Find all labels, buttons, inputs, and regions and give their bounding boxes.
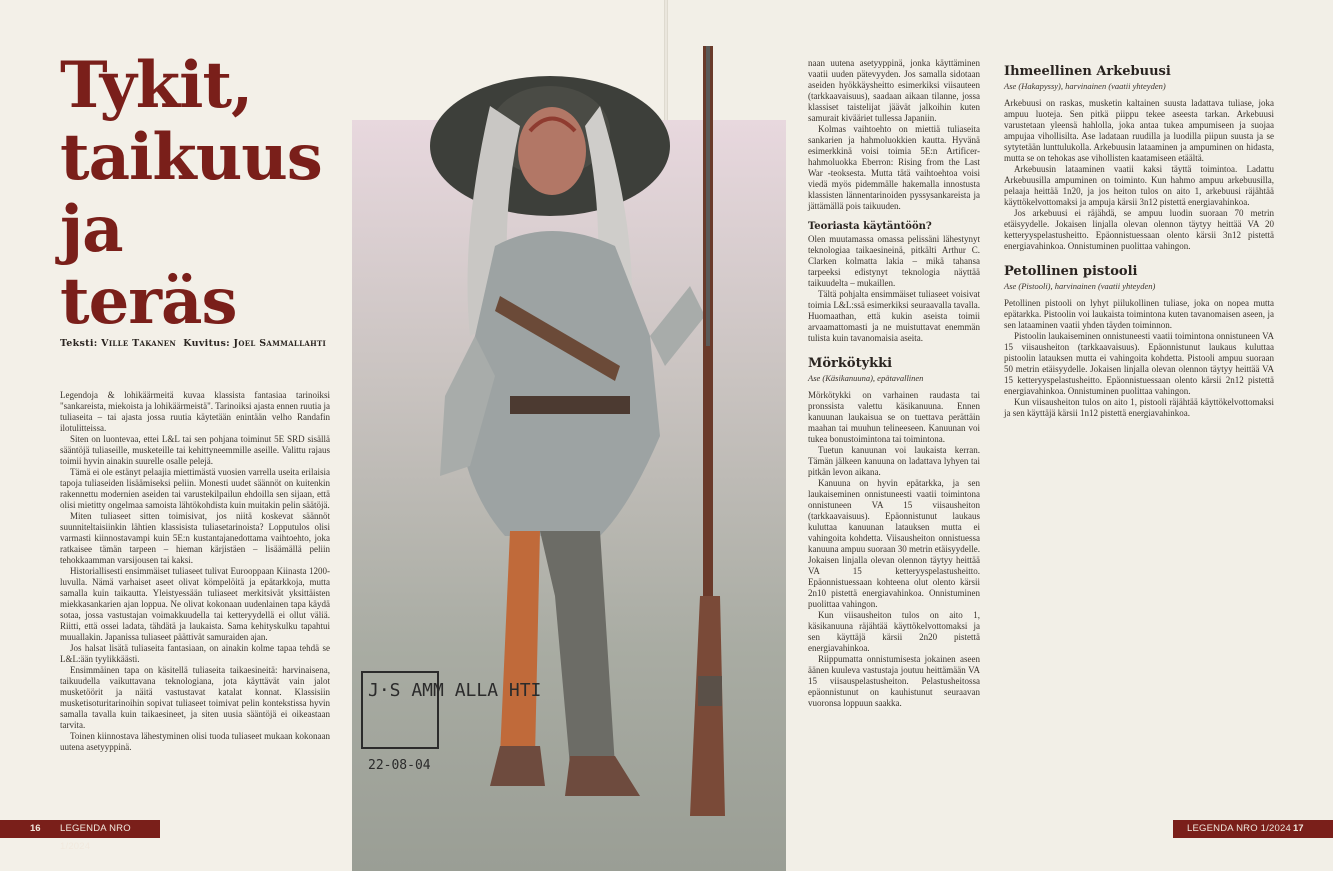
magazine-name-left: LEGENDA NRO 1/2024 xyxy=(60,823,131,852)
paragraph: Arkebuusi on raskas, musketin kaltainen suusta ladattava tuliase, joka ampuu luoteja. Sen pitkä piippu tekee aseesta tarkan. Arkebuusi varustetaan yleensä hahlolla, joka antaa tukea ampumiseen ja suojaa ampujaa vihollisilta. Ase ladataan ruudilla ja luodilla piipun suusta ja se sytytetään lunttulukolla. Arkebuusin lataaminen ja ampuminen on hidasta, mutta se on tehokas ase vihollisten kaatamiseen etäältä. xyxy=(1004,98,1274,163)
heading-arkebuusi: Ihmeellinen Arkebuusi xyxy=(1004,64,1171,79)
heading-morkotykki: Mörkötykki xyxy=(808,356,893,371)
paragraph: Kanuuna on hyvin epätarkka, ja sen laukaiseminen onnistuneesti vaatii toimintona onnistuneen VA 15 viisausheiton (tarkkaavaisuus). Epäonnistunut laukaus kuluttaa kanuunan latauksen mutta ei vahingoita kohdetta. Viisausheiton onnistuessa kanuuna ampuu suoraan 30 metrin etäisyydelle. Jokaisen linjalla olevan olennon täytyy heittää VA 15 ketteryyspelastusheitto. Epäonnistuessaan kohteena olut olento kärsii 2n10 pistettä energiavahinkoa. Onnistuminen puolittaa vahingon. xyxy=(808,478,980,609)
footer-right xyxy=(1173,820,1333,838)
paragraph: Petollinen pistooli on lyhyt piilukollinen tuliase, joka on nopea mutta epätarkka. Pistoolin voi laukaista toimintona kuten tavanomaisen aseen, ja sen lataaminen vaatii yhden täyden toiminnon. xyxy=(1004,298,1274,330)
paragraph: Olen muutamassa omassa pelissäni lähestynyt teknologiaa taikaesineinä, pitkälti Arthur C. Clarken kolmatta lakia – mikä tahansa tarpeeksi edistynyt teknologia näyttää taikuudelta – mukaillen. xyxy=(808,234,980,288)
subtitle-arkebuusi: Ase (Hakapyssy), harvinainen (vaatii yhteyden) xyxy=(1004,81,1166,91)
title-line-3: teräs xyxy=(60,264,237,339)
subtitle-morkotykki: Ase (Käsikanuuna), epätavallinen xyxy=(808,373,924,383)
left-body-column xyxy=(60,390,330,795)
illustration-date: 22-08-04 xyxy=(368,758,431,773)
artist-signature-stamp xyxy=(360,670,542,750)
paragraph: Kun viisausheiton tulos on aito 1, käsikanuuna räjähtää käyttökelvottomaksi ja sen käyttäjä kärsii 2n20 pistettä energiavahinkoa. xyxy=(808,610,980,653)
title-line-2: taikuus ja xyxy=(60,120,322,267)
paragraph: Miten tuliaseet sitten toimisivat, jos niitä koskevat säännöt suunniteltaisiinkin lähtien klassisista tuliasetarinoista? Lopputulos olisi varmasti kiinnostavampi kuin 5E:n kustantajanedottama vaihtoehto, joka ratkaisee tämän tarpeen – hieman kärjistäen – lisäämällä peliin tehokkaamman varsijousen tai kaksi. xyxy=(60,511,330,565)
paragraph: Tämä ei ole estänyt pelaajia miettimästä vuosien varrella useita erilaisia tapoja tuliaseiden lisäämiseksi peliin. Monesti uudet säännöt on kuitenkin rakennettu modernien aseiden tai varustekilpailun ehdoilla sen sijaan, että olisi mietitty ongelmaa samoista lähtökohdista kuin muitakin pelin säätöjä. xyxy=(60,467,330,510)
byline-text-label: Teksti: xyxy=(60,338,98,349)
page-number-right: 17 xyxy=(1293,823,1304,834)
byline-illustrator: Joel Sammallahti xyxy=(233,338,327,349)
paragraph: Legendoja & lohikäärmeitä kuvaa klassista fantasiaa tarinoiksi "sankareista, miekoista ja lohikäärmeistä". Tarinoiksi ajasta ennen ruutia ja tuliaseita – tai ajasta jossa ruutia käytetään enintään velho Randafin ilotulitteissa. xyxy=(60,390,330,433)
paragraph: Mörkötykki on varhainen raudasta tai pronssista valettu käsikanuuna. Ennen kanuunan laukaisua se on tuettava perättäin maahan tai muuhun telineeseen. Kanuunan voi tukea bonustoimintona tai toimintona. xyxy=(808,390,980,444)
heading-pistooli: Petollinen pistooli xyxy=(1004,264,1138,279)
paragraph: naan uutena asetyyppinä, jonka käyttäminen vaatii uuden pätevyyden. Jos samalla sidotaan aseiden hyökkäysheitto esimerkiksi viisauteen (tarkkaavaisuus), saadaan aikaan tilanne, jossa klassiset taistelijat jäävät jalkoihin kuten samurait kivääriet tullessa Japaniin. xyxy=(808,58,980,123)
paragraph: Jos halsat lisätä tuliaseita fantasiaan, on ainakin kolme tapaa tehdä se L&L:ään tyylikkäästi. xyxy=(60,643,330,664)
paragraph: Tältä pohjalta ensimmäiset tuliaseet voisivat toimia L&L:ssä esimerkiksi seuraavalla tavalla. Huomaathan, että kukin aseista toimii arvaamattomasti ja ne muistuttavat enemmän tulista kuin tavanomaisia aseita. xyxy=(808,289,980,343)
article-title xyxy=(60,50,360,338)
paragraph: Jos arkebuusi ei räjähdä, se ampuu luodin suoraan 70 metrin etäisyydelle. Jokaisen linjalla olevan olennon täytyy heittää VA 20 ketteryyspelastusheitto. Epäonnistuessaan olento kärsii 3n12 pistettä energiavahinkoa. Onnistuminen puolittaa vahingon. xyxy=(1004,208,1274,251)
paragraph: Tuetun kanuunan voi laukaista kerran. Tämän jälkeen kanuuna on ladattava lyhyen tai pitkän levon aikana. xyxy=(808,445,980,477)
signature-text: J·S AMM ALLA HTI xyxy=(368,680,542,701)
magazine-name-right: LEGENDA NRO 1/2024 xyxy=(1187,823,1291,834)
heading-theory: Teoriasta käytäntöön? xyxy=(808,221,932,232)
paragraph: Kun viisausheiton tulos on aito 1, pistooli räjähtää käyttökelvottomaksi ja sen käyttäjä kärsii 1n12 pistettä energiavahinkoa. xyxy=(1004,397,1274,418)
right-body-column xyxy=(1004,64,1274,484)
title-line-1: Tykit, xyxy=(60,48,253,123)
paragraph: Riippumatta onnistumisesta jokainen aseen äänen kuuleva vastustaja joutuu heittämään VA 15 viisauspelastusheiton. Pelastusheitossa epäonnistunut on kauhistunut seuraavan vuoronsa loppuun saakka. xyxy=(808,654,980,708)
paragraph: Pistoolin laukaiseminen onnistuneesti vaatii toimintona onnistuneen VA 15 viisausheiton (tarkkaavaisuus). Epäonnistunut laukaus kuluttaa pistoolin latauksen mutta ei vahingoita kohdetta. Pistooli ampuu suoraan 50 metrin etäisyydelle. Jokaisen linjalla olevan olennon täytyy heittää VA 15 ketteryyspelastusheitto. Epäonnistuessaan olento kärsii 2n12 pistettä energiavahinkoa. Onnistuminen puolittaa vahingon. xyxy=(1004,331,1274,396)
musketeer-illustration xyxy=(400,36,760,826)
page-number-left: 16 xyxy=(30,823,41,834)
paragraph: Kolmas vaihtoehto on miettiä tuliaseita sankarien ja hahmoluokkien kautta. Hyvänä esimerkkinä voisi toimia 5E:n Artificer-hahmoluokka Eberron: Rising from the Last War -teoksesta. Mutta tätä vaihtoehtoa voisi viedä myös pidemmälle hakemalla innostusta klassisten lännentarinoiden pyssysankareista ja jättämällä pois taikuuden. xyxy=(808,124,980,211)
paragraph: Ensimmäinen tapa on käsitellä tuliaseita taikaesineitä: harvinaisena, taikuudella vaikuttavana teknologiana, jota käyttävät vain jalot musketöörit ja näitä vastustavat katalat konnat. Klassisiin musketisoturitarinoihin sopivat tuliaseet toimivat pelin kontekstissa hyvin samalla tavalla kuin taikaesineet, ja siten uusia sääntöjä ei oikeastaan tarvita. xyxy=(60,665,330,730)
middle-body-column xyxy=(808,58,980,798)
subtitle-pistooli: Ase (Pistooli), harvinainen (vaatii yhteyden) xyxy=(1004,281,1156,291)
paragraph: Toinen kiinnostava lähestyminen olisi tuoda tuliaseet mukaan kokonaan uutena asetyyppinä. xyxy=(60,731,330,752)
byline-author: Ville Takanen xyxy=(101,338,177,349)
paragraph: Siten on luontevaa, ettei L&L tai sen pohjana toiminut 5E SRD sisällä sääntöjä tuliaseille, musketeille tai kehittyneemmille aseille. Valittu rajaus toimii hyvin ainakin suurelle osalle pelejä. xyxy=(60,434,330,466)
footer-left xyxy=(0,820,160,852)
paragraph: Arkebuusin lataaminen vaatii kaksi täyttä toimintoa. Ladattu Arkebuusilla ampuminen on toiminto. Kun hahmo ampuu arkebuusilla, pelaaja heittää 1n20, ja jos heiton tulos on aito 1, arkebuusi räjähtää käyttökelvottomaksi ja ampuja kärsii 3n12 pistettä energiavahinkoa. xyxy=(1004,164,1274,207)
byline-illus-label: Kuvitus: xyxy=(183,338,230,349)
paragraph: Historiallisesti ensimmäiset tuliaseet tulivat Eurooppaan Kiinasta 1200-luvulla. Nämä varhaiset aseet olivat kömpelöitä ja epätarkkoja, mutta samalla kuin taikautta. Yleistyessään tuliaseet merkitsivät yksittäisten miekkasankarien ajan loppua. Ne olivat kokonaan uudenlainen tapa käydä sotaa, jossa vastustajan voimakkuudella tai ketteryydellä ei ollut väliä. Riitti, että ossei ladata, tähdätä ja laukaista. Sama kehityskulku tapahtui muuallakin. Japanissa tuliaseet päättivät samuraiden ajan. xyxy=(60,566,330,642)
byline xyxy=(60,338,335,349)
